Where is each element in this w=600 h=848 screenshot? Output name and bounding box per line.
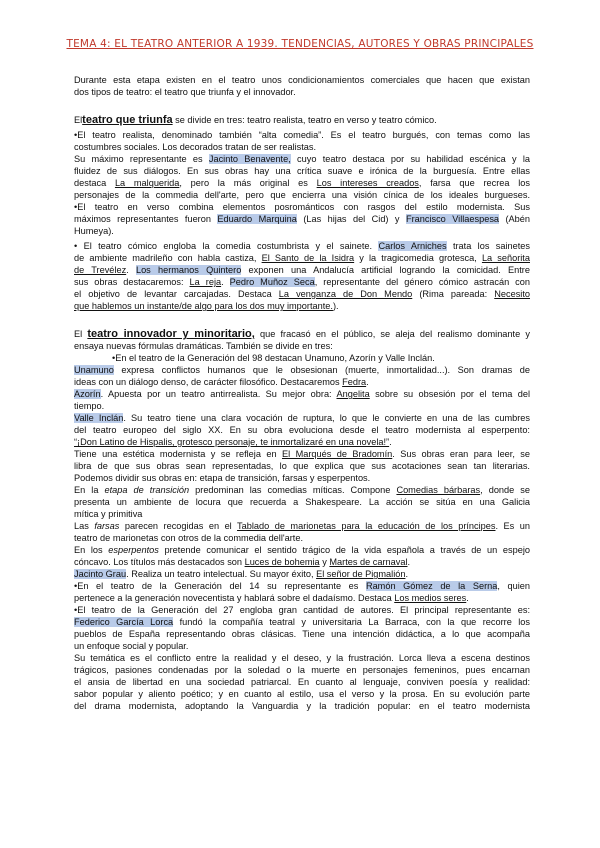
underlined-text: El Marqués de Bradomín: [282, 449, 393, 459]
text-segment: (Rima pareada:: [412, 289, 495, 299]
text-segment: personajes de la commedia dell'arte, pero que encierra una visión cínica de los ideales burgueses.: [74, 190, 530, 200]
text-segment: se divide en tres: teatro realista, teatro en verso y teatro cómico.: [172, 115, 437, 125]
text-segment: sabor popular y aliento poético; y en cuanto al estilo, usa el verso y la prosa. En su evolución parte: [74, 689, 530, 699]
text-segment: •El teatro realista, denominado también “alta comedia”. Es el teatro burgués, con temas como las: [74, 130, 530, 140]
text-line: [74, 264, 530, 276]
text-line: [74, 676, 530, 688]
text-line: [74, 165, 530, 177]
text-segment: , representante del género cómico astracán con: [314, 277, 530, 287]
text-segment: parecen recogidas en el: [119, 521, 238, 531]
text-segment: y la tragicomedia grotesca,: [354, 253, 482, 263]
text-line: [74, 177, 530, 189]
text-segment: (Abén: [499, 214, 530, 224]
text-line: [74, 628, 530, 640]
text-segment: En la: [74, 485, 105, 495]
text-line: [74, 484, 530, 496]
text-segment: (Las hijas del Cid) y: [296, 214, 406, 224]
text-line: [74, 640, 530, 652]
text-segment: tiempo.: [74, 401, 105, 411]
text-segment: el ansia de libertad en una sociedad patriarcal. En cuanto al lenguaje, conviven poesía y realidad:: [74, 677, 530, 687]
underlined-text: El señor de Pigmalión: [316, 569, 406, 579]
highlighted-name: Valle Inclán: [74, 413, 124, 423]
text-segment: fluidez de sus diálogos. En sus obras hay una crítica suave e irónica de la burguesía. Entre ellas: [74, 166, 530, 176]
text-segment: exponen una Andalucía artificial logrando la comicidad. Entre: [241, 265, 530, 275]
text-segment: predominan las comedias míticas. Compone: [189, 485, 397, 495]
text-line: [74, 424, 530, 436]
text-line: [74, 556, 530, 568]
text-line: [74, 580, 530, 592]
document-title: TEMA 4: EL TEATRO ANTERIOR A 1939. TENDENCIAS, AUTORES Y OBRAS PRINCIPALES: [66, 38, 534, 50]
text-segment: Su temática es el conflicto entre la realidad y el deseo, y la frustración. Lorca lleva a escena destinos: [74, 653, 530, 663]
text-segment: , pero la más original es: [179, 178, 317, 188]
text-segment: del drama modernista, adoptando la Vanguardia y la tradición popular: en el teatro modernista: [74, 701, 530, 711]
text-segment: Durante esta etapa existen en el teatro unos condicionamientos comerciales que hacen que existan: [74, 75, 530, 85]
text-segment: costumbres sociales. Los decorados tratan de ser realistas.: [74, 142, 317, 152]
text-segment: El: [74, 329, 88, 339]
text-line: [74, 412, 530, 424]
text-line: [74, 225, 530, 237]
text-line: [74, 252, 530, 264]
text-segment: .: [366, 377, 369, 387]
highlighted-name: Jacinto Benavente,: [208, 154, 291, 164]
underlined-text: Tablado de marionetas para la educación de los príncipes: [237, 521, 496, 531]
text-segment: . Su teatro tiene una clara vocación de ruptura, lo que le convierte en una de las cumbres: [123, 413, 530, 423]
text-line: [74, 388, 530, 400]
text-segment: .: [221, 277, 230, 287]
text-segment: •El teatro de la Generación del 27 engloba gran cantidad de autores. El principal representante es:: [74, 605, 530, 615]
text-segment: ).: [332, 301, 339, 311]
underlined-text: que hablemos un instante/de algo para los dos muy importante.: [74, 301, 333, 311]
text-line: [74, 141, 530, 153]
text-line: [74, 508, 530, 520]
text-segment: •En el teatro de la Generación del 14 su representante es: [74, 581, 366, 591]
underlined-text: El Santo de la Isidra: [261, 253, 355, 263]
text-line: [74, 688, 530, 700]
underlined-text: Necesito: [494, 289, 530, 299]
text-line: [74, 328, 530, 340]
text-line: [74, 604, 530, 616]
text-line: [74, 532, 530, 544]
text-segment: máximos representantes fueron: [74, 214, 218, 224]
highlighted-name: Los hermanos Quintero: [135, 265, 242, 275]
text-segment: . Apuesta por un teatro antirrealista. Su mejor obra:: [100, 389, 337, 399]
highlighted-name: Francisco Villaespesa: [405, 214, 500, 224]
text-segment: Las: [74, 521, 95, 531]
underlined-text: Luces de bohemia: [244, 557, 320, 567]
underlined-text: La señorita: [481, 253, 530, 263]
text-line: [74, 114, 530, 126]
highlighted-name: Federico García Lorca: [74, 617, 174, 627]
text-line: [74, 364, 530, 376]
text-line: [74, 592, 530, 604]
text-segment: trata los sainetes: [446, 241, 530, 251]
text-segment: •En el teatro de la Generación del 98 destacan Unamuno, Azorín y Valle Inclán.: [112, 353, 435, 363]
text-line: [74, 240, 530, 252]
text-segment: el objetivo de levantar carcajadas. Destaca: [74, 289, 279, 299]
underlined-text: “¡Don Latino de Hispalis, grotesco personaje, te inmortalizaré en una novela!”: [74, 437, 390, 447]
text-segment: •El teatro en verso combina elementos posrománticos con rasgos del estilo modernista. Sus: [74, 202, 530, 212]
text-segment: dos tipos de teatro: el teatro que triunfa y el innovador.: [74, 87, 296, 97]
text-line: [74, 129, 530, 141]
underlined-text: Angelita: [336, 389, 370, 399]
text-segment: expresa conflictos humanos que le obsesionan (muerte, inmortalidad...). Son dramas de: [113, 365, 530, 375]
text-line: [74, 472, 530, 484]
text-line: [74, 496, 530, 508]
text-line: [74, 448, 530, 460]
text-line: [74, 664, 530, 676]
text-segment: del teatro europeo del siglo XX. En su obra evoluciona desde el teatro modernista al esperpento:: [74, 425, 530, 435]
text-line: [74, 74, 530, 86]
text-line: [74, 86, 530, 98]
text-segment: y: [319, 557, 330, 567]
text-segment: .: [405, 569, 409, 579]
text-segment: , quien: [497, 581, 530, 591]
text-segment: etapa de transición: [104, 485, 190, 495]
text-line: [74, 460, 530, 472]
highlighted-name: Ramón Gómez de la Serna: [365, 581, 498, 591]
text-segment: mítica y primitiva: [74, 509, 143, 519]
text-segment: teatro de marionetas con otros de la commedia dell'arte.: [74, 533, 304, 543]
text-line: [74, 153, 530, 165]
text-segment: libra de que sus obras sean representadas, lo que explica que sus acotaciones sean tan literarias.: [74, 461, 530, 471]
text-segment: , farsa que recrea los: [418, 178, 530, 188]
text-line: [74, 616, 530, 628]
text-line: [74, 300, 530, 312]
text-segment: pretende comunicar el sentido trágico de la vida española a través de un espejo: [158, 545, 530, 555]
text-segment: un enfoque social y popular.: [74, 641, 189, 651]
text-segment: sobre su obsesión por el tema del: [369, 389, 530, 399]
highlighted-name: Eduardo Marquina: [217, 214, 297, 224]
underlined-text: Los medios seres: [394, 593, 467, 603]
text-line: [74, 520, 530, 532]
underlined-text: Comedias bárbaras: [396, 485, 481, 495]
text-segment: farsas: [94, 521, 120, 531]
text-line: [74, 376, 530, 388]
text-line: [74, 189, 530, 201]
underlined-text: teatro que triunfa: [82, 114, 173, 126]
text-segment: ensaya nuevas fórmulas dramáticas. También se divide en tres:: [74, 341, 333, 351]
text-segment: que fracasó en el público, se aleja del realismo dominante y: [254, 329, 530, 339]
highlighted-name: Unamuno: [74, 365, 114, 375]
underlined-text: teatro innovador y minoritario,: [87, 328, 255, 340]
underlined-text: Martes de carnaval: [329, 557, 408, 567]
text-segment: pertenece a la generación novecentista y hablará sobre el dadaísmo. Destaca: [74, 593, 395, 603]
text-segment: .: [126, 265, 136, 275]
text-line: [74, 652, 530, 664]
underlined-text: La reja: [189, 277, 222, 287]
highlighted-name: Azorín: [74, 389, 101, 399]
text-segment: cuyo teatro destaca por su habilidad escénica y la: [290, 154, 530, 164]
text-segment: trágicos, pasiones condenadas por la soledad o la muerte en personajes femeninos, pues encarnan: [74, 665, 530, 675]
highlighted-name: Carlos Arniches: [378, 241, 447, 251]
text-line: [74, 436, 530, 448]
text-segment: cóncavo. Los títulos más destacados son: [74, 557, 245, 567]
text-line: [74, 340, 530, 352]
text-line: [112, 352, 530, 364]
text-segment: .: [389, 437, 392, 447]
highlighted-name: Pedro Muñoz Seca: [229, 277, 315, 287]
text-line: [74, 568, 530, 580]
text-segment: sus obras destacaremos:: [74, 277, 190, 287]
text-segment: En los: [74, 545, 109, 555]
text-segment: de ambiente madrileño con habla castiza,: [74, 253, 262, 263]
underlined-text: La malquerida: [114, 178, 180, 188]
text-segment: . Realiza un teatro intelectual. Su mayor éxito,: [126, 569, 317, 579]
text-segment: destaca: [74, 178, 115, 188]
text-segment: El: [74, 115, 83, 125]
text-segment: ideas con un diálogo denso, de carácter filosófico. Destacaremos: [74, 377, 343, 387]
underlined-text: Los intereses creados: [316, 178, 419, 188]
text-line: [74, 213, 530, 225]
text-segment: Humeya).: [74, 226, 114, 236]
underlined-text: de Trevélez: [74, 265, 127, 275]
text-line: [74, 201, 530, 213]
text-segment: , donde se: [480, 485, 530, 495]
underlined-text: Fedra: [342, 377, 367, 387]
text-line: [74, 288, 530, 300]
text-segment: pueblos de España representando obras clásicas. Tiene una intención didáctica, a lo que acompaña: [74, 629, 530, 639]
text-line: [74, 276, 530, 288]
text-segment: Tiene una estética modernista y se refleja en: [74, 449, 283, 459]
text-segment: esperpentos: [108, 545, 159, 555]
text-segment: fundó la compañía teatral y universitaria La Barraca, con la que recorre los: [173, 617, 530, 627]
text-segment: .: [407, 557, 411, 567]
underlined-text: La venganza de Don Mendo: [278, 289, 413, 299]
text-line: [74, 400, 530, 412]
text-segment: .: [466, 593, 469, 603]
text-segment: Podemos dividir sus obras en: etapa de transición, farsas y esperpentos.: [74, 473, 371, 483]
text-segment: presenta un ambiente de locura que recuerda a Shakespeare. La acción se sitúa en una Galicia: [74, 497, 530, 507]
text-line: [74, 700, 530, 712]
text-segment: . Es un: [495, 521, 530, 531]
text-segment: • El teatro cómico engloba la comedia costumbrista y el sainete.: [74, 241, 379, 251]
text-segment: . Sus obras eran para leer, se: [392, 449, 530, 459]
text-line: [74, 544, 530, 556]
highlighted-name: Jacinto Grau: [74, 569, 127, 579]
text-segment: Su máximo representante es: [74, 154, 209, 164]
